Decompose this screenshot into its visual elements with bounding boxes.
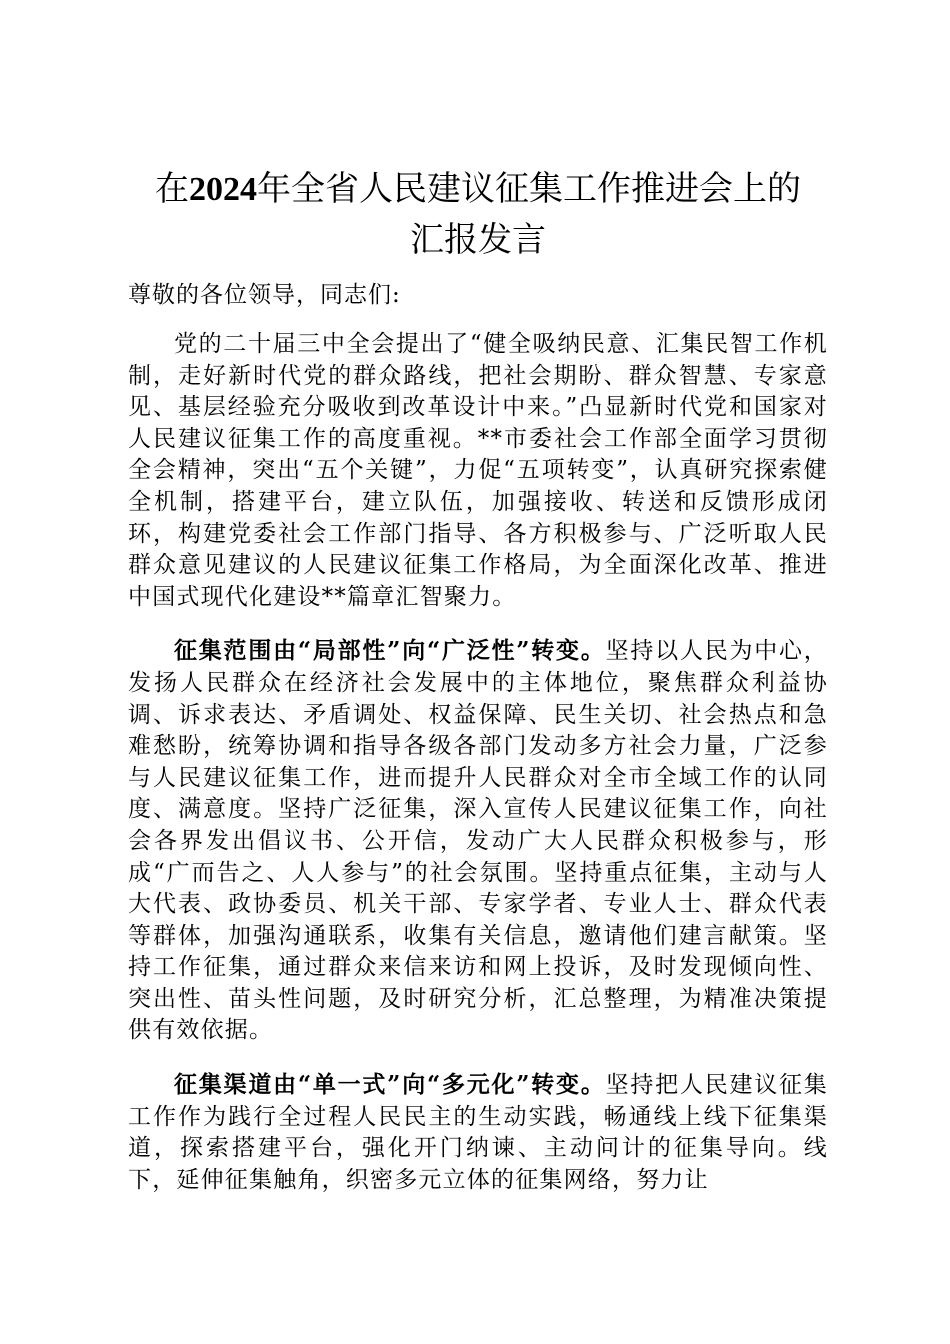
title-prefix: 在 <box>155 169 189 209</box>
salutation: 尊敬的各位领导，同志们: <box>128 282 401 308</box>
title-suffix: 年全省人民建议征集工作推进会上的 <box>257 169 801 209</box>
paragraph-scope <box>128 635 828 1047</box>
title-year: 2024 <box>189 171 257 208</box>
document-page <box>128 164 828 1218</box>
paragraph-text: 坚持以人民为中心，发扬人民群众在经济社会发展中的主体地位，聚焦群众利益协调、诉求表达、矛盾调处、权益保障、民生关切、社会热点和急难愁盼，统筹协调和指导各级各部门发动多方社会力量，广泛参与人民建议征集工作，进而提升人民群众对全市全域工作的认同度、满意度。坚持广泛征集，深入宣传人民建议征集工作，向社会各界发出倡议书、公开信，发动广大人民群众积极参与，形成“广而告之、人人参与”的社会氛围。坚持重点征集，主动与人大代表、政协委员、机关干部、专家学者、专业人士、群众代表等群体，加强沟通联系，收集有关信息，邀请他们建言献策。坚持工作征集，通过群众来信来访和网上投诉，及时发现倾向性、突出性、苗头性问题，及时研究分析，汇总整理，为精准决策提供有效依据。 <box>128 638 828 1044</box>
paragraph-intro <box>128 329 828 613</box>
paragraph-text: 党的二十届三中全会提出了“健全吸纳民意、汇集民智工作机制，走好新时代党的群众路线，把社会期盼、群众智慧、专家意见、基层经验充分吸收到改革设计中来。”凸显新时代党和国家对人民建议征集工作的高度重视。**市委社会工作部全面学习贯彻全会精神，突出“五个关键”，力促“五项转变”，认真研究探索健全机制，搭建平台，建立队伍，加强接收、转送和反馈形成闭环，构建党委社会工作部门指导、各方积极参与、广泛听取人民群众意见建议的人民建议征集工作格局，为全面深化改革、推进中国式现代化建设**篇章汇智聚力。 <box>128 331 828 610</box>
title-line-2: 汇报发言 <box>410 220 546 260</box>
document-title <box>88 164 868 265</box>
paragraph-heading: 征集渠道由“单一式”向“多元化”转变。 <box>174 1071 606 1099</box>
paragraph-channels <box>128 1069 828 1196</box>
paragraph-heading: 征集范围由“局部性”向“广泛性”转变。 <box>174 637 606 665</box>
paragraph-text: 坚持把人民建议征集工作作为践行全过程人民民主的生动实践，畅通线上线下征集渠道，探索搭建平台，强化开门纳谏、主动问计的征集导向。线下，延伸征集触角，织密多元立体的征集网络，努力让 <box>128 1072 828 1193</box>
title-line-1 <box>88 164 868 215</box>
